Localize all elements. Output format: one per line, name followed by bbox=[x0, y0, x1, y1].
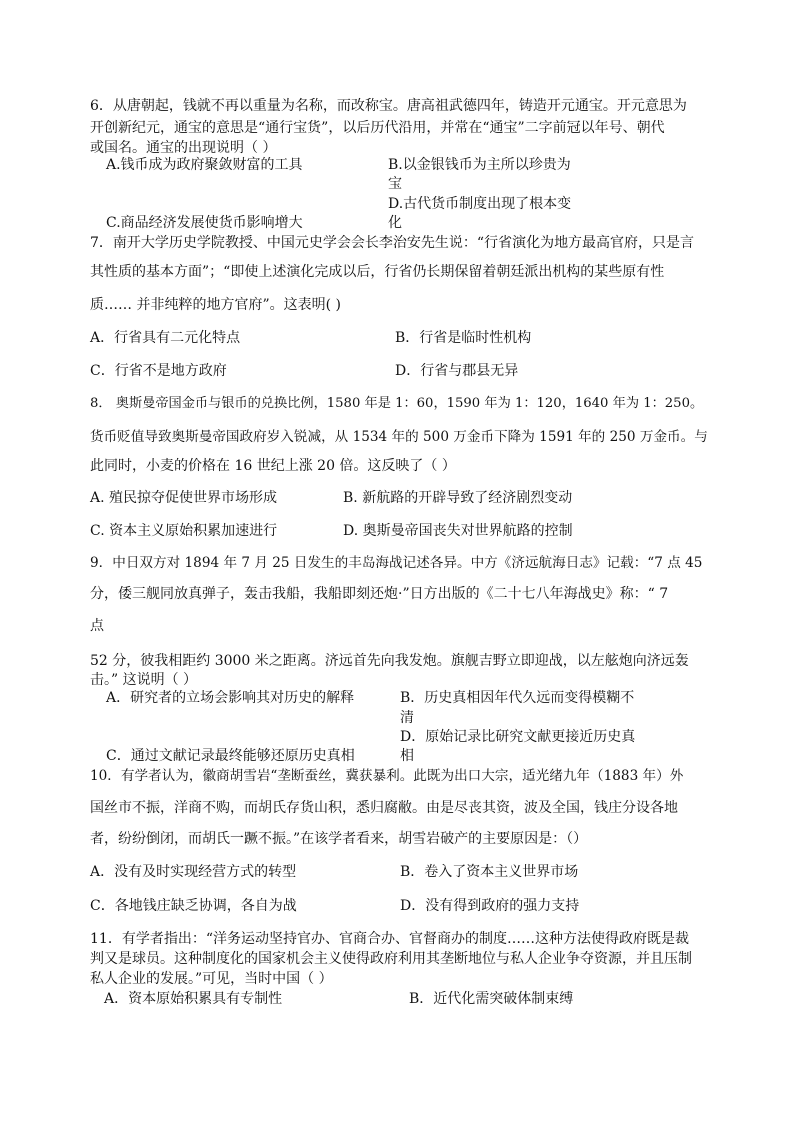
q6-option-d-cont: 化 bbox=[388, 215, 402, 231]
q9-option-b-cont: 清 bbox=[400, 710, 414, 726]
q6-stem-line-1: 6．从唐朝起，钱就不再以重量为名称，而改称宝。唐高祖武德四年，铸造开元通宝。开元意思为 bbox=[90, 98, 687, 114]
q7-stem-line-3: 质…… 并非纯粹的地方官府”。这表明( ) bbox=[90, 297, 341, 313]
q9-option-a: A．研究者的立场会影响其对历史的解释 bbox=[106, 690, 355, 706]
q10-option-c: C．各地钱庄缺乏协调，各自为战 bbox=[90, 898, 297, 914]
q8-option-c: C. 资本主义原始积累加速进行 bbox=[90, 523, 278, 539]
q6-stem-line-2: 开创新纪元，通宝的意思是“通行宝货”，以后历代沿用，并常在“通宝”二字前冠以年号、朝代 bbox=[90, 120, 665, 136]
q11-stem-line-1: 11．有学者指出：“洋务运动坚持官办、官商合办、官督商办的制度……这种方法使得政府既是裁 bbox=[90, 931, 689, 947]
q6-option-a: A.钱币成为政府聚敛财富的工具 bbox=[106, 157, 303, 173]
q7-stem-line-2: 其性质的基本方面”；“即使上述演化完成以后，行省仍长期保留着朝廷派出机构的某些原有性 bbox=[90, 264, 665, 280]
q10-stem-line-2: 国丝市不振，洋商不购，而胡氏存货山积，悉归腐敝。由是尽丧其资，波及全国，钱庄分设各地 bbox=[90, 800, 678, 816]
q9-stem-line-4: 52 分，彼我相距约 3000 米之距离。济远首先向我发炮。旗舰吉野立即迎战，以左舷炮向济远轰 bbox=[90, 653, 689, 669]
q8-stem-line-2: 货币贬值导致奥斯曼帝国政府岁入锐减，从 1534 年的 500 万金币下降为 1591 年的 250 万金币。与 bbox=[90, 429, 708, 445]
q10-option-b: B．卷入了资本主义世界市场 bbox=[400, 864, 579, 880]
q6-stem-line-3: 或国名。通宝的出现说明（ ） bbox=[90, 140, 277, 156]
q9-option-d-cont: 相 bbox=[400, 748, 414, 764]
q7-option-c: C．行省不是地方政府 bbox=[90, 363, 227, 379]
q7-option-a: A．行省具有二元化特点 bbox=[90, 330, 241, 346]
q9-stem-line-3: 点 bbox=[90, 618, 104, 634]
q10-stem-line-3: 者，纷纷倒闭，而胡氏一蹶不振。”在该学者看来，胡雪岩破产的主要原因是：（） bbox=[90, 831, 588, 847]
q10-option-d: D．没有得到政府的强力支持 bbox=[400, 898, 580, 914]
q9-stem-line-5: 击。” 这说明（ ） bbox=[90, 672, 198, 688]
q7-option-b: B．行省是临时性机构 bbox=[395, 330, 532, 346]
q6-option-c: C.商品经济发展使货币影响增大 bbox=[106, 215, 303, 231]
q8-stem-line-3: 此同时，小麦的价格在 16 世纪上涨 20 倍。这反映了（ ） bbox=[90, 458, 456, 474]
q11-option-a: A．资本原始积累具有专制性 bbox=[104, 991, 283, 1007]
q7-stem-line-1: 7．南开大学历史学院教授、中国元史学会会长李治安先生说：“行省演化为地方最高官府，只是言 bbox=[90, 235, 695, 251]
q11-stem-line-2: 判又是球员。这种制度化的国家机会主义使得政府利用其垄断地位与私人企业争夺资源，并且压制 bbox=[90, 951, 692, 967]
q9-stem-line-1: 9．中日双方对 1894 年 7 月 25 日发生的丰岛海战记述各异。中方《济远航海日志》记载：“7 点 45 bbox=[90, 555, 703, 571]
q8-option-a: A. 殖民掠夺促使世界市场形成 bbox=[90, 490, 278, 506]
q9-option-c: C．通过文献记录最终能够还原历史真相 bbox=[106, 748, 355, 764]
q9-stem-line-2: 分，倭三舰同放真弹子，轰击我船，我船即刻还炮·”日方出版的《二十七八年海战史》称：“ 7 bbox=[90, 586, 669, 602]
q8-option-d: D. 奥斯曼帝国丧失对世界航路的控制 bbox=[343, 523, 573, 539]
q8-stem-line-1: 8． 奥斯曼帝国金币与银币的兑换比例，1580 年是 1：60，1590 年为 1：120，1640 年为 1：250。 bbox=[90, 396, 704, 411]
q6-option-d: D.古代货币制度出现了根本变 bbox=[388, 196, 572, 212]
q11-stem-line-3: 私人企业的发展。”可见，当时中国（ ） bbox=[90, 971, 333, 987]
q10-stem-line-1: 10．有学者认为，徽商胡雪岩“垄断蚕丝，冀获暴利。此既为出口大宗，适光绪九年（1883 年）外 bbox=[90, 768, 684, 784]
q9-option-d: D．原始记录比研究文献更接近历史真 bbox=[400, 729, 636, 745]
q9-option-b: B．历史真相因年代久远而变得模糊不 bbox=[400, 690, 635, 706]
q6-option-b: B.以金银钱币为主所以珍贵为 bbox=[388, 157, 571, 173]
q10-option-a: A．没有及时实现经营方式的转型 bbox=[90, 864, 297, 880]
q6-option-b-cont: 宝 bbox=[388, 176, 402, 192]
q8-option-b: B. 新航路的开辟导致了经济剧烈变动 bbox=[343, 490, 573, 506]
q11-option-b: B．近代化需突破体制束缚 bbox=[409, 991, 574, 1007]
q7-option-d: D．行省与郡县无异 bbox=[395, 363, 519, 379]
